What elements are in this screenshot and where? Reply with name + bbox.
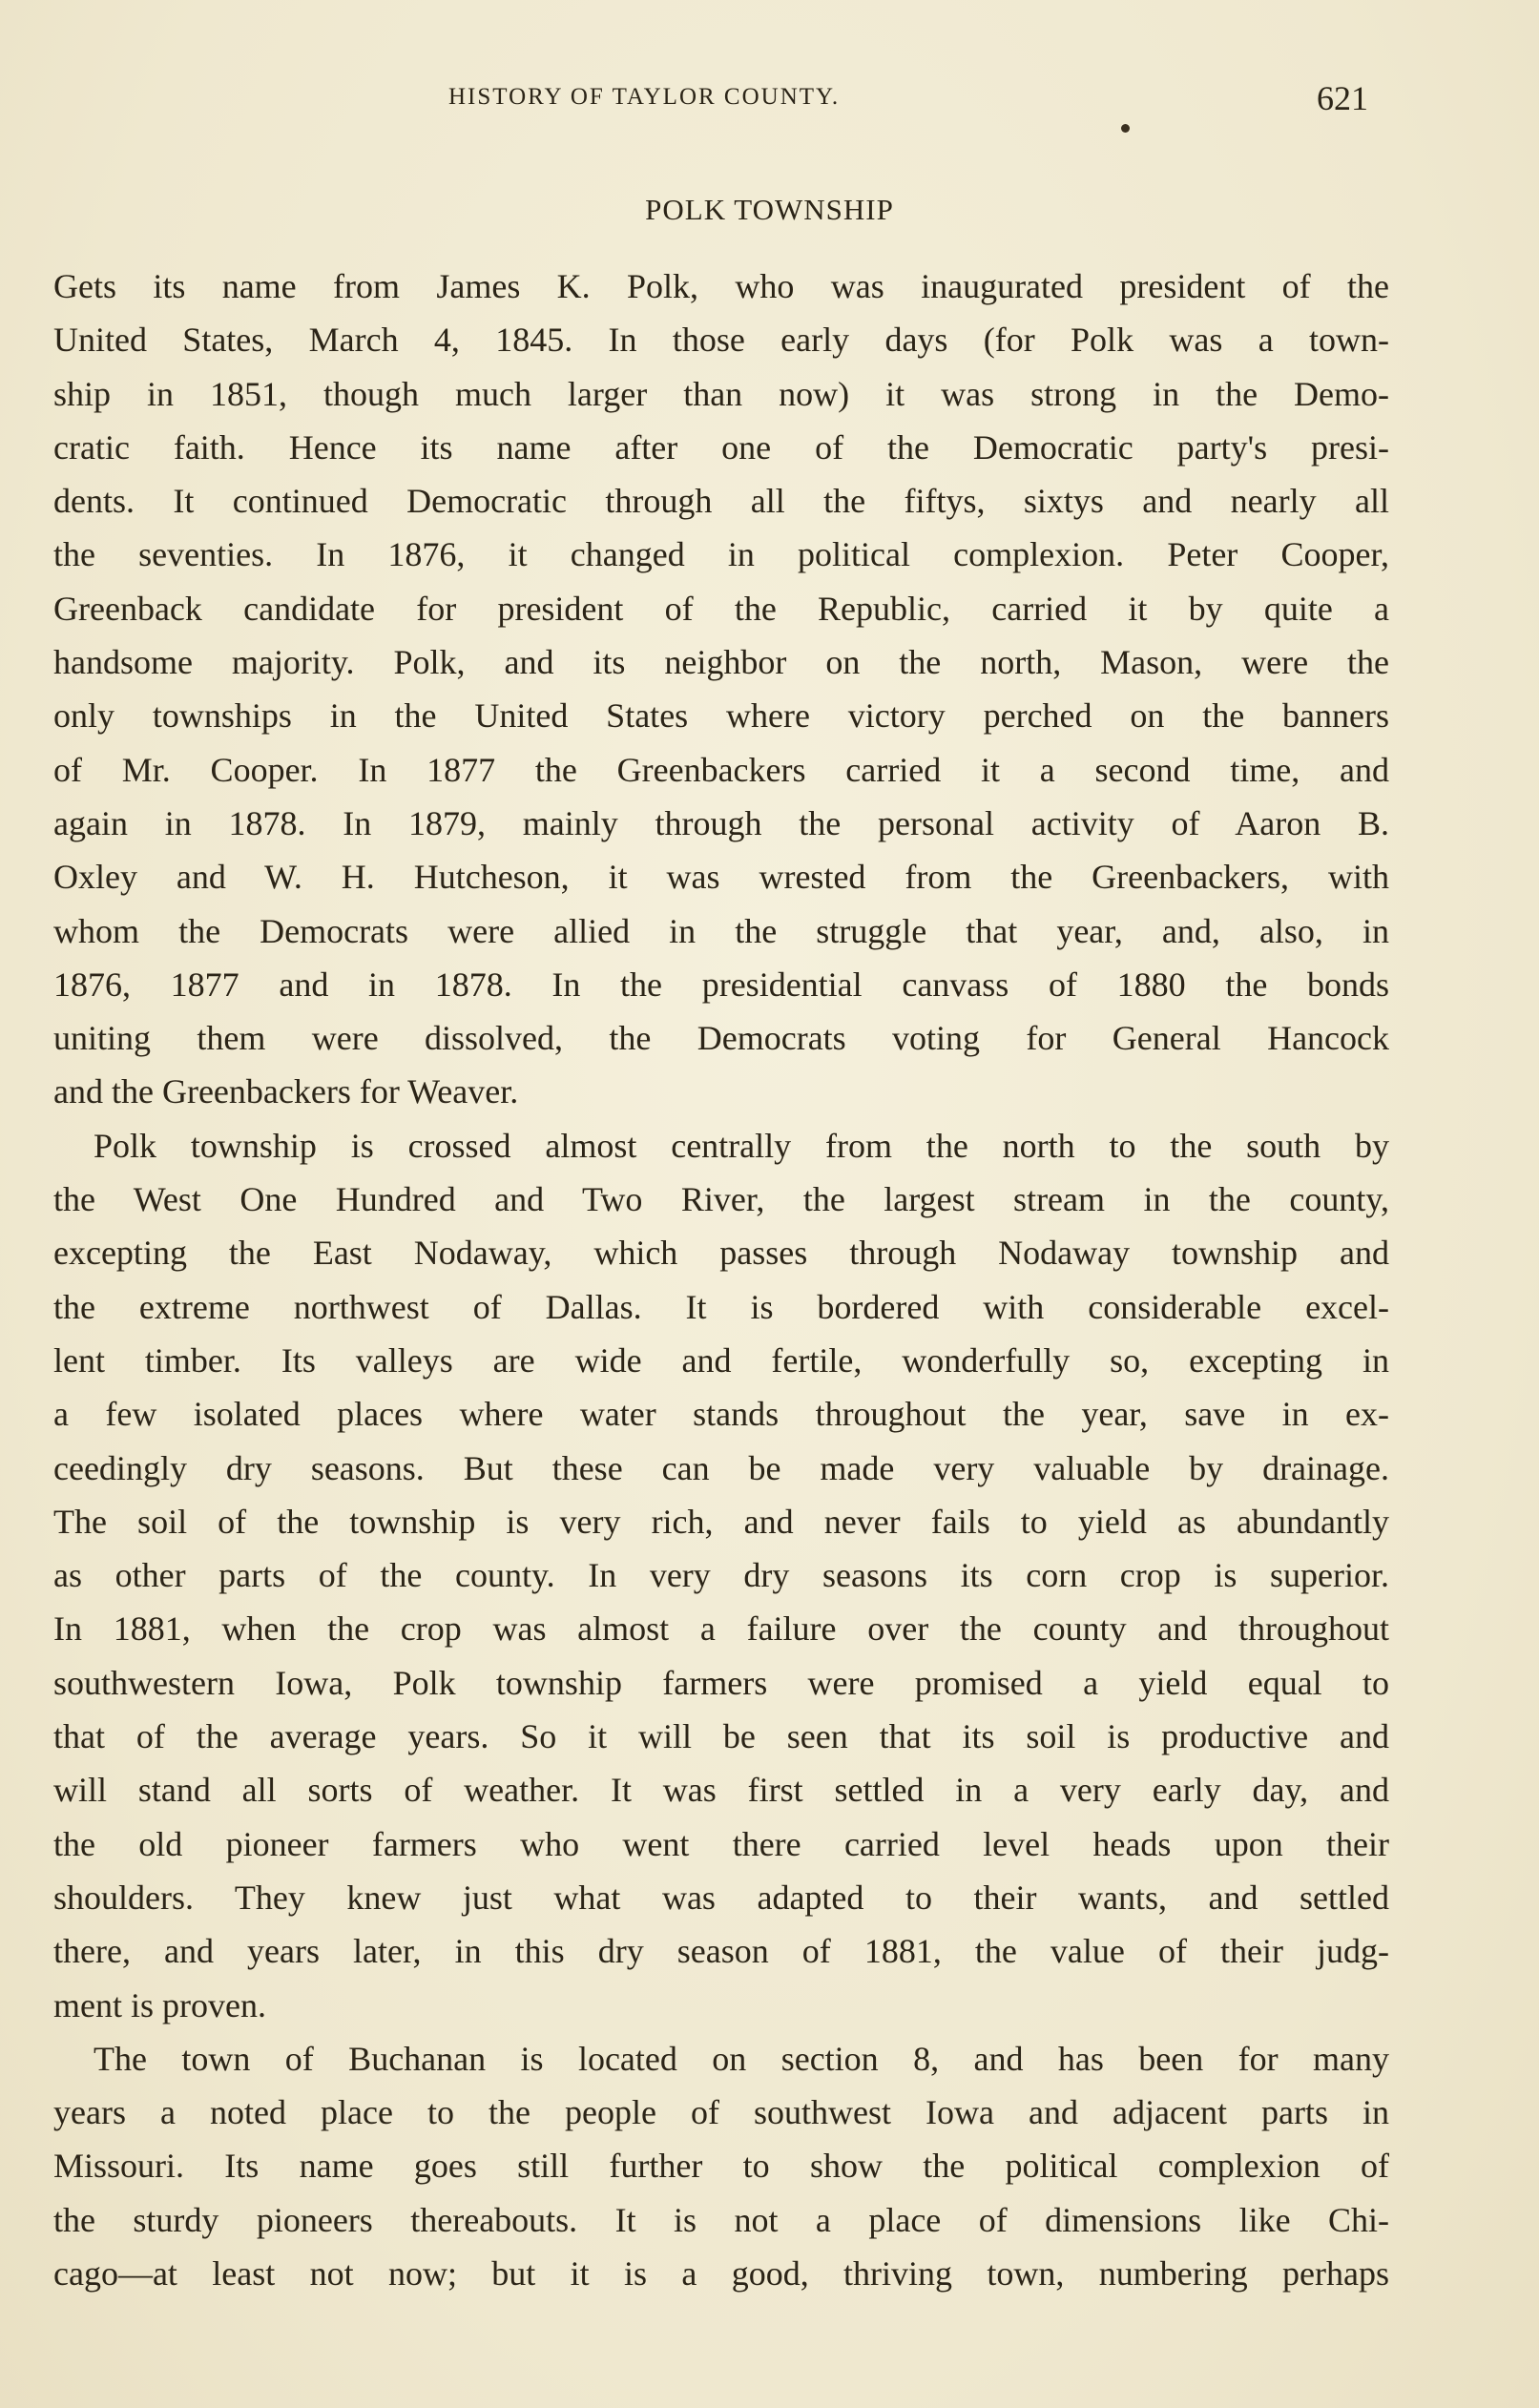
text-line: lent timber. Its valleys are wide and fertile, wonderfully so, excepting in bbox=[53, 1340, 1389, 1380]
text-line: the West One Hundred and Two River, the largest stream in the county, bbox=[53, 1180, 1389, 1219]
text-line: again in 1878. In 1879, mainly through the personal activity of Aaron B. bbox=[53, 803, 1389, 842]
text-line: and the Greenbackers for Weaver. bbox=[53, 1072, 519, 1111]
text-line: Missouri. Its name goes still further to show the political complexion of bbox=[53, 2147, 1389, 2186]
text-line: ceedingly dry seasons. But these can be made very valuable by drainage. bbox=[53, 1448, 1389, 1487]
text-line: dents. It continued Democratic through all the fiftys, sixtys and nearly all bbox=[53, 482, 1389, 521]
text-line: cratic faith. Hence its name after one of the Democratic party's presi- bbox=[53, 427, 1389, 467]
text-line: The soil of the township is very rich, and never fails to yield as abundantly bbox=[53, 1502, 1389, 1541]
text-line: ment is proven. bbox=[53, 1985, 266, 2024]
text-line: southwestern Iowa, Polk township farmers were promised a yield equal to bbox=[53, 1663, 1389, 1702]
text-line: the sturdy pioneers thereabouts. It is not a place of dimensions like Chi- bbox=[53, 2200, 1389, 2239]
text-line: the seventies. In 1876, it changed in political complexion. Peter Cooper, bbox=[53, 535, 1389, 574]
text-line: handsome majority. Polk, and its neighbor on the north, Mason, were the bbox=[53, 643, 1389, 682]
text-line: In 1881, when the crop was almost a failure over the county and throughout bbox=[53, 1609, 1389, 1649]
text-line: 1876, 1877 and in 1878. In the presidential canvass of 1880 the bonds bbox=[53, 965, 1389, 1004]
text-line: cago—at least not now; but it is a good, thriving town, numbering perhaps bbox=[53, 2253, 1389, 2293]
text-line: the extreme northwest of Dallas. It is bordered with considerable excel- bbox=[53, 1287, 1389, 1326]
text-line: Polk township is crossed almost centrally from the north to the south by bbox=[94, 1126, 1389, 1165]
text-line: of Mr. Cooper. In 1877 the Greenbackers carried it a second time, and bbox=[53, 750, 1389, 789]
text-line: there, and years later, in this dry season of 1881, the value of their judg- bbox=[53, 1932, 1389, 1971]
text-line: the old pioneer farmers who went there carried level heads upon their bbox=[53, 1824, 1389, 1863]
text-line: Gets its name from James K. Polk, who was inaugurated president of the bbox=[53, 267, 1389, 305]
text-line: excepting the East Nodaway, which passes through Nodaway township and bbox=[53, 1234, 1389, 1273]
text-line: years a noted place to the people of southwest Iowa and adjacent parts in bbox=[53, 2093, 1389, 2132]
text-line: The town of Buchanan is located on section 8, and has been for many bbox=[94, 2039, 1389, 2078]
text-line: will stand all sorts of weather. It was first settled in a very early day, and bbox=[53, 1771, 1389, 1810]
paragraph-2 bbox=[53, 1119, 1389, 2032]
ink-speck bbox=[1121, 124, 1130, 133]
text-line: ship in 1851, though much larger than now) it was strong in the Demo- bbox=[53, 374, 1389, 413]
running-head: HISTORY OF TAYLOR COUNTY. bbox=[448, 84, 841, 110]
section-title: POLK TOWNSHIP bbox=[645, 193, 894, 226]
page-number: 621 bbox=[1317, 79, 1368, 117]
text-line: Greenback candidate for president of the Republic, carried it by quite a bbox=[53, 589, 1389, 628]
text-line: whom the Democrats were allied in the struggle that year, and, also, in bbox=[53, 911, 1389, 950]
text-line: United States, March 4, 1845. In those early days (for Polk was a town- bbox=[53, 321, 1389, 360]
text-line: only townships in the United States where victory perched on the banners bbox=[53, 696, 1389, 736]
text-line: that of the average years. So it will be seen that its soil is productive and bbox=[53, 1717, 1389, 1756]
text-line: a few isolated places where water stands throughout the year, save in ex- bbox=[53, 1395, 1389, 1434]
paragraph-1 bbox=[53, 259, 1389, 1119]
text-line: Oxley and W. H. Hutcheson, it was wrested from the Greenbackers, with bbox=[53, 858, 1389, 897]
text-line: shoulders. They knew just what was adapted to their wants, and settled bbox=[53, 1878, 1389, 1917]
text-line: as other parts of the county. In very dry seasons its corn crop is superior. bbox=[53, 1556, 1389, 1595]
text-line: uniting them were dissolved, the Democrats voting for General Hancock bbox=[53, 1019, 1389, 1058]
body-text bbox=[53, 259, 1389, 2300]
paragraph-3 bbox=[53, 2032, 1389, 2300]
